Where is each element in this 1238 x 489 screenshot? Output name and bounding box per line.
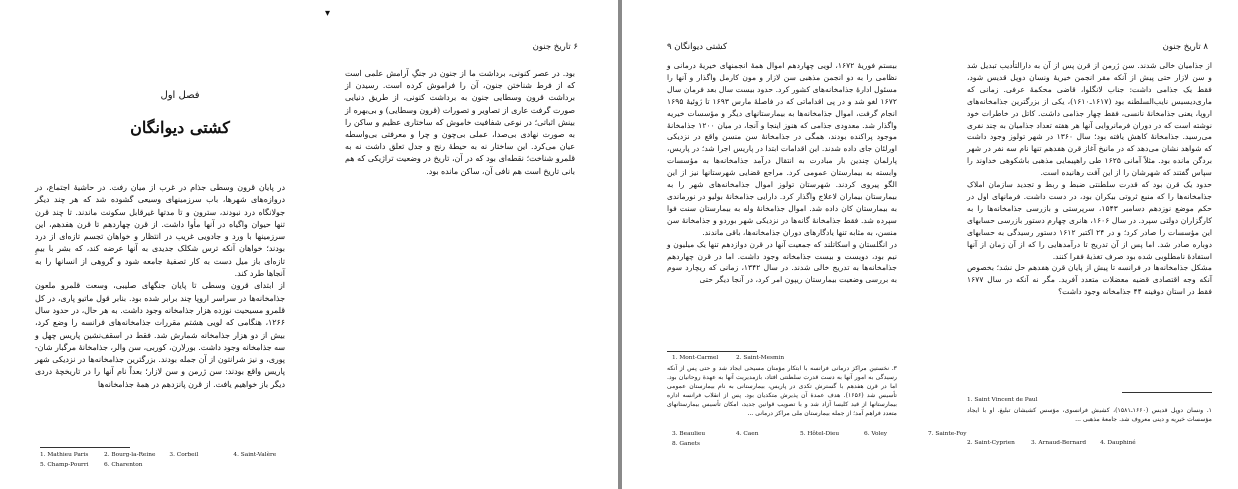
footnote: 5. Hôtel-Dieu [800,431,840,437]
page-header-right: ۸ تاریخ جنون [1162,42,1208,52]
footnote-number: 1. Saint Vincent de Paul [967,397,1038,403]
footnote-row [672,440,722,449]
footnote-rule [667,351,757,352]
footnote: 5. Champ-Pourri [40,462,89,468]
right-column-text: از جذامیان خالی شدند. سن ژرمن از قرن پس از آن به دارالتأدیب تبدیل شد و سن لازار حتی پیش از آنکه مقر انجمن خیریهٔ ونسان دوپل قدیس شود، فقط یک جذامی داشت: جناب لانگلوا، قاضی محکمهٔ عرفی. زمانی که ماری‌دیسیس نایب‌السلطنه بود (۱۶۱۷ـ۱۶۱۰)، یکی از بزرگترین جذامخانه‌های اروپا، یعنی جذامخانهٔ نانسی، فقط چهار جذامی داشت. کاتل در خاطرات خود نوشته است که در دوران فرمانروایی آنها هر هفته تعداد جذامیان به چند نفری می‌رسید. جذامخانهٔ کاهش یافته بود؛ سال ۱۳۶۰ در شهر تولوز وجود داشت که شواهد نشان می‌دهد که در مانیخ آغاز قرن هفدهم تنها نام سه نفر در شهر بردگن مانده بود. مثلاً آمانی ۱۶۲۵ طی راهپیمایی مذهبی باشکوهی خداوند را سپاس گفتند که شهرشان را از این آفت رهانیده است. حدود یک قرن بود که قدرت سلطنتی ضبط و ربط و تجدید سازمان املاک جذامخانه‌ها را که منبع ثروتی بیکران بود، در دست داشت. فرمانهای اول در حکم موضع نوزدهم دسامبر ۱۵۴۳، سرپرستی و بازرسی جذامخانه‌ها را به کارگزاران دولتی سپرد. در سال ۱۶۰۶، هانری چهارم دستور بازرسی حسابهای این مؤسسات را صادر کرد؛ و در ۲۴ اکتبر ۱۶۱۲ دستور رسیدگی به حسابهای دوباره صادر شد. اما پس از آن تدریج تا درآمدهایی را که از آن زمان از آنها استفادهٔ نامطلوبی شده بود صرف تغذیهٔ فقرا کنند. مشکل جذامخانه‌ها در فرانسه تا پیش از پایان قرن هفدهم حل نشد؛ بخصوص آنکه وجه اقتصادی قضیه معضلات متعدد آفرید. مگر نه آنکه در سال ۱۶۷۷ فقط در استان دوفینه ۴۴ جذامخانه وجود داشت؟ [967,61,1213,297]
top-paragraph: بود. در عصر کنونی، برداشت ما از جنون در جنگِ آرامش علمی است که از فرط شناختن جنون، آن را فراموش کرده است. رسیدن از برداشت قرون وسطایی جنون به برداشت کنونی، از طریق دنیایی صورت گرفت عاری از تصاویر و تصورات (قرون وسطایی) و بی‌بهره از بینش اثباتی؛ در نوعی شفافیت خاموش که ساختاری عظیم و ساکن را به صورت نهادی بی‌صدا، عملی بی‌چون و چرا و معرفتی بی‌واسطه عیان می‌کرد. این ساختار نه به حیطهٔ رنج و جدل تعلق داشت نه به قلمرو شناخت؛ نقطه‌ای بود که در آن، تاریخ در وضعیت تراژیکی که هم بانی تاریخ است هم نافی آن، ساکن مانده بود. [345,69,575,176]
footnote: 4. Caen [736,431,759,437]
footnote: 2. Saint-Mesmin [736,355,785,361]
footnote: 3. Corbeil [169,452,199,458]
footnote: 4. Dauphiné [1100,440,1136,446]
footnote-row-2 [40,461,154,470]
footnote-row [967,439,1150,448]
footnote: 8. Ganets [672,441,700,447]
footnote-row [672,430,978,439]
footnote-text: ۱. ونسان دوپل قدیس (۱۶۶۰ـ۱۵۸۱)، کشیش فرانسوی، مؤسس کشیشان تبلیغ. او با ایجاد مؤسسات خیریه و دینی معروف شد. جامعهٔ مذهبی ... [967,407,1212,423]
main-text: در پایان قرون وسطی جذام در غرب از میان رفت. در حاشیهٔ اجتماع، در دروازه‌های شهرها، باب سرزمینهای وسیعی گشوده شد که هر چند دیگر جولانگاه درد نبودند، سترون و تا مدتها غیرقابل سکونت ماندند. تا چند قرن تنها حیوان واگیاه در آنها مأوا داشت. از قرن چهاردهم تا قرن هفدهم، این سرزمینها با ورد و جادویی غریب در انتظار و خواهان تجسم تازه‌ای از درد بودند؛ خواهان آنکه ترس شکلک جدیدی به آنها عرضه کند، که بشر با بیمِ تازه‌ای باز میل دست به کار تصفیهٔ جامعه شود و گروهی از انسانها را به آنجاها طرد کند. از ابتدای قرون وسطی تا پایان جنگهای صلیبی، وسعت قلمرو ملعون جذامخانه‌ها در سراسر اروپا چند برابر شده بود. بنابر قول ماتیو پاری، در کل قلمرو مسیحیت نوزده هزار جذامخانه وجود داشت. به هر حال، در حدود سال ۱۲۶۶، هنگامی که لویی هشتم مقررات جذامخانه‌های فرانسه را وضع کرد، بیش از دو هزار جذامخانه شمارش شد. فقط در اسقف‌نشین پاریس چهل و سه جذامخانه وجود داشت. بورلارن، کوربی، سن والر، جذامخانهٔ مرگبار شان-پوری، و نیز شرانتون از آن جمله بودند. بزرگترین جذامخانه‌ها در نزدیکی شهر پاریس واقع بودند: سن ژرمن و سن لازار؛ بعداً نام آنها را در تاریخچهٔ دردی دیگر باز خواهیم یافت. از قرن پانزدهم در همهٔ جذامخانه‌ها [35,183,285,389]
footnote-row [672,354,786,363]
footnote: 2. Saint-Cyprien [967,440,1015,446]
chapter-title: کشتی دیوانگان [130,118,230,137]
page-header: ۶ تاریخ جنون [532,42,578,52]
chapter-label: فصل اول [160,90,200,101]
right-page [622,0,1238,489]
footnote-rule [1122,392,1212,393]
footnote-row-1 [40,451,283,460]
page-fold-mark: ▾ [325,8,331,19]
footnote-rule [40,447,130,448]
footnote: 3. Arnaud-Bernard [1031,440,1087,446]
footnote: 2. Bourg-la-Reine [104,452,156,458]
footnote: 6. Charenton [104,462,143,468]
page-header-left: کشتی دیوانگان ۹ [667,42,728,52]
left-column-text: بیستم فوریهٔ ۱۶۷۲، لویی چهاردهم اموال همهٔ انجمنهای خیریهٔ درمانی و نظامی را به دو انجمن مذهبی سن لازار و مون کارمل واگذار و آنها را مسئول ادارهٔ جذامخانه‌های کشور کرد. حدود بیست سال بعد فرمان سال ۱۶۷۲ لغو شد و در پی اقداماتی که در فاصلهٔ مارس ۱۶۹۳ تا ژوئیهٔ ۱۶۹۵ انجام گرفت، اموال جذامخانه‌ها به بیمارستانهای دیگر و مؤسسات خیریه واگذار شد. معدودی جذامی که هنوز اینجا و آنجا، در میان ۱۲۰۰ جذامخانهٔ موجود پراکنده بودند، همگی در جذامخانهٔ سن منسن واقع در نزدیکی اورلئان جای داده شدند. این اقدامات ابتدا در پاریس اجرا شد؛ در پاریس، پارلمان چندین بار مبادرت به انتقال درآمد جذامخانه‌ها به مؤسسات وابسته به بیمارستان عمومی کرد. مراجع قضایی شهرستانها نیز از این الگو پیروی کردند. شهرستان تولوز اموال جذامخانه‌های شهر را به بیمارستان بیماران لاعلاج واگذار کرد. دارایی جذامخانهٔ بولیو در نورماندی به بیمارستان کان داده شد. اموال جذامخانهٔ وله به بیمارستان سنت فوا سپرده شد. فقط جذامخانهٔ گانه‌ها در نزدیکی شهر بوردو و جذامخانهٔ سن منسن، به مثابه تنها یادگارهای دوران جذامخانه‌ها، باقی ماندند. در انگلستان و اسکاتلند که جمعیت آنها در قرن دوازدهم تنها یک میلیون و نیم بود، دویست و بیست جذامخانه وجود داشت. اما در قرن چهاردهم جذامخانه‌ها به تدریج خالی شدند. در سال ۱۳۴۲، زمانی که ریچارد سوم به بررسی وضعیت بیمارستان ریپون امر کرد، در آنجا دیگر حتی [667,61,897,285]
footnote: 6. Voley [864,431,888,437]
footnote-text: ۳. نخستین مراکز درمانی فرانسه با ابتکار مؤمنان مسیحی ایجاد شد و حتی پس از آنکه رسیدگی به امور آنها به دست قدرت سلطنتی افتاد، بازمدیریت آنها به عهدهٔ روحانیان بود. اما در قرن هفدهم با گسترش تکدی در پاریس، بیمارستانی به نام بیمارستان عمومی تأسیس شد (۱۶۵۶). هدف عمدهٔ آن پذیرش متکدیان بود. پس از انقلاب فرانسه اداره بیمارستانها از قید کلیسا آزاد شد و با تصویب قوانین جدید، امکان تأسیس بیمارستانهای متعدد فراهم آمد؛ از جمله بیمارستان ملی مراکز درمانی ... [667,365,897,417]
footnote: 4. Saint-Valère [233,452,277,458]
footnote: 7. Sainte-Foy [928,431,967,437]
footnote: 3. Beaulieu [672,431,706,437]
footnote: 1. Mathieu Paris [40,452,89,458]
footnote: 1. Mont-Carmel [672,355,719,361]
left-page [0,0,618,489]
